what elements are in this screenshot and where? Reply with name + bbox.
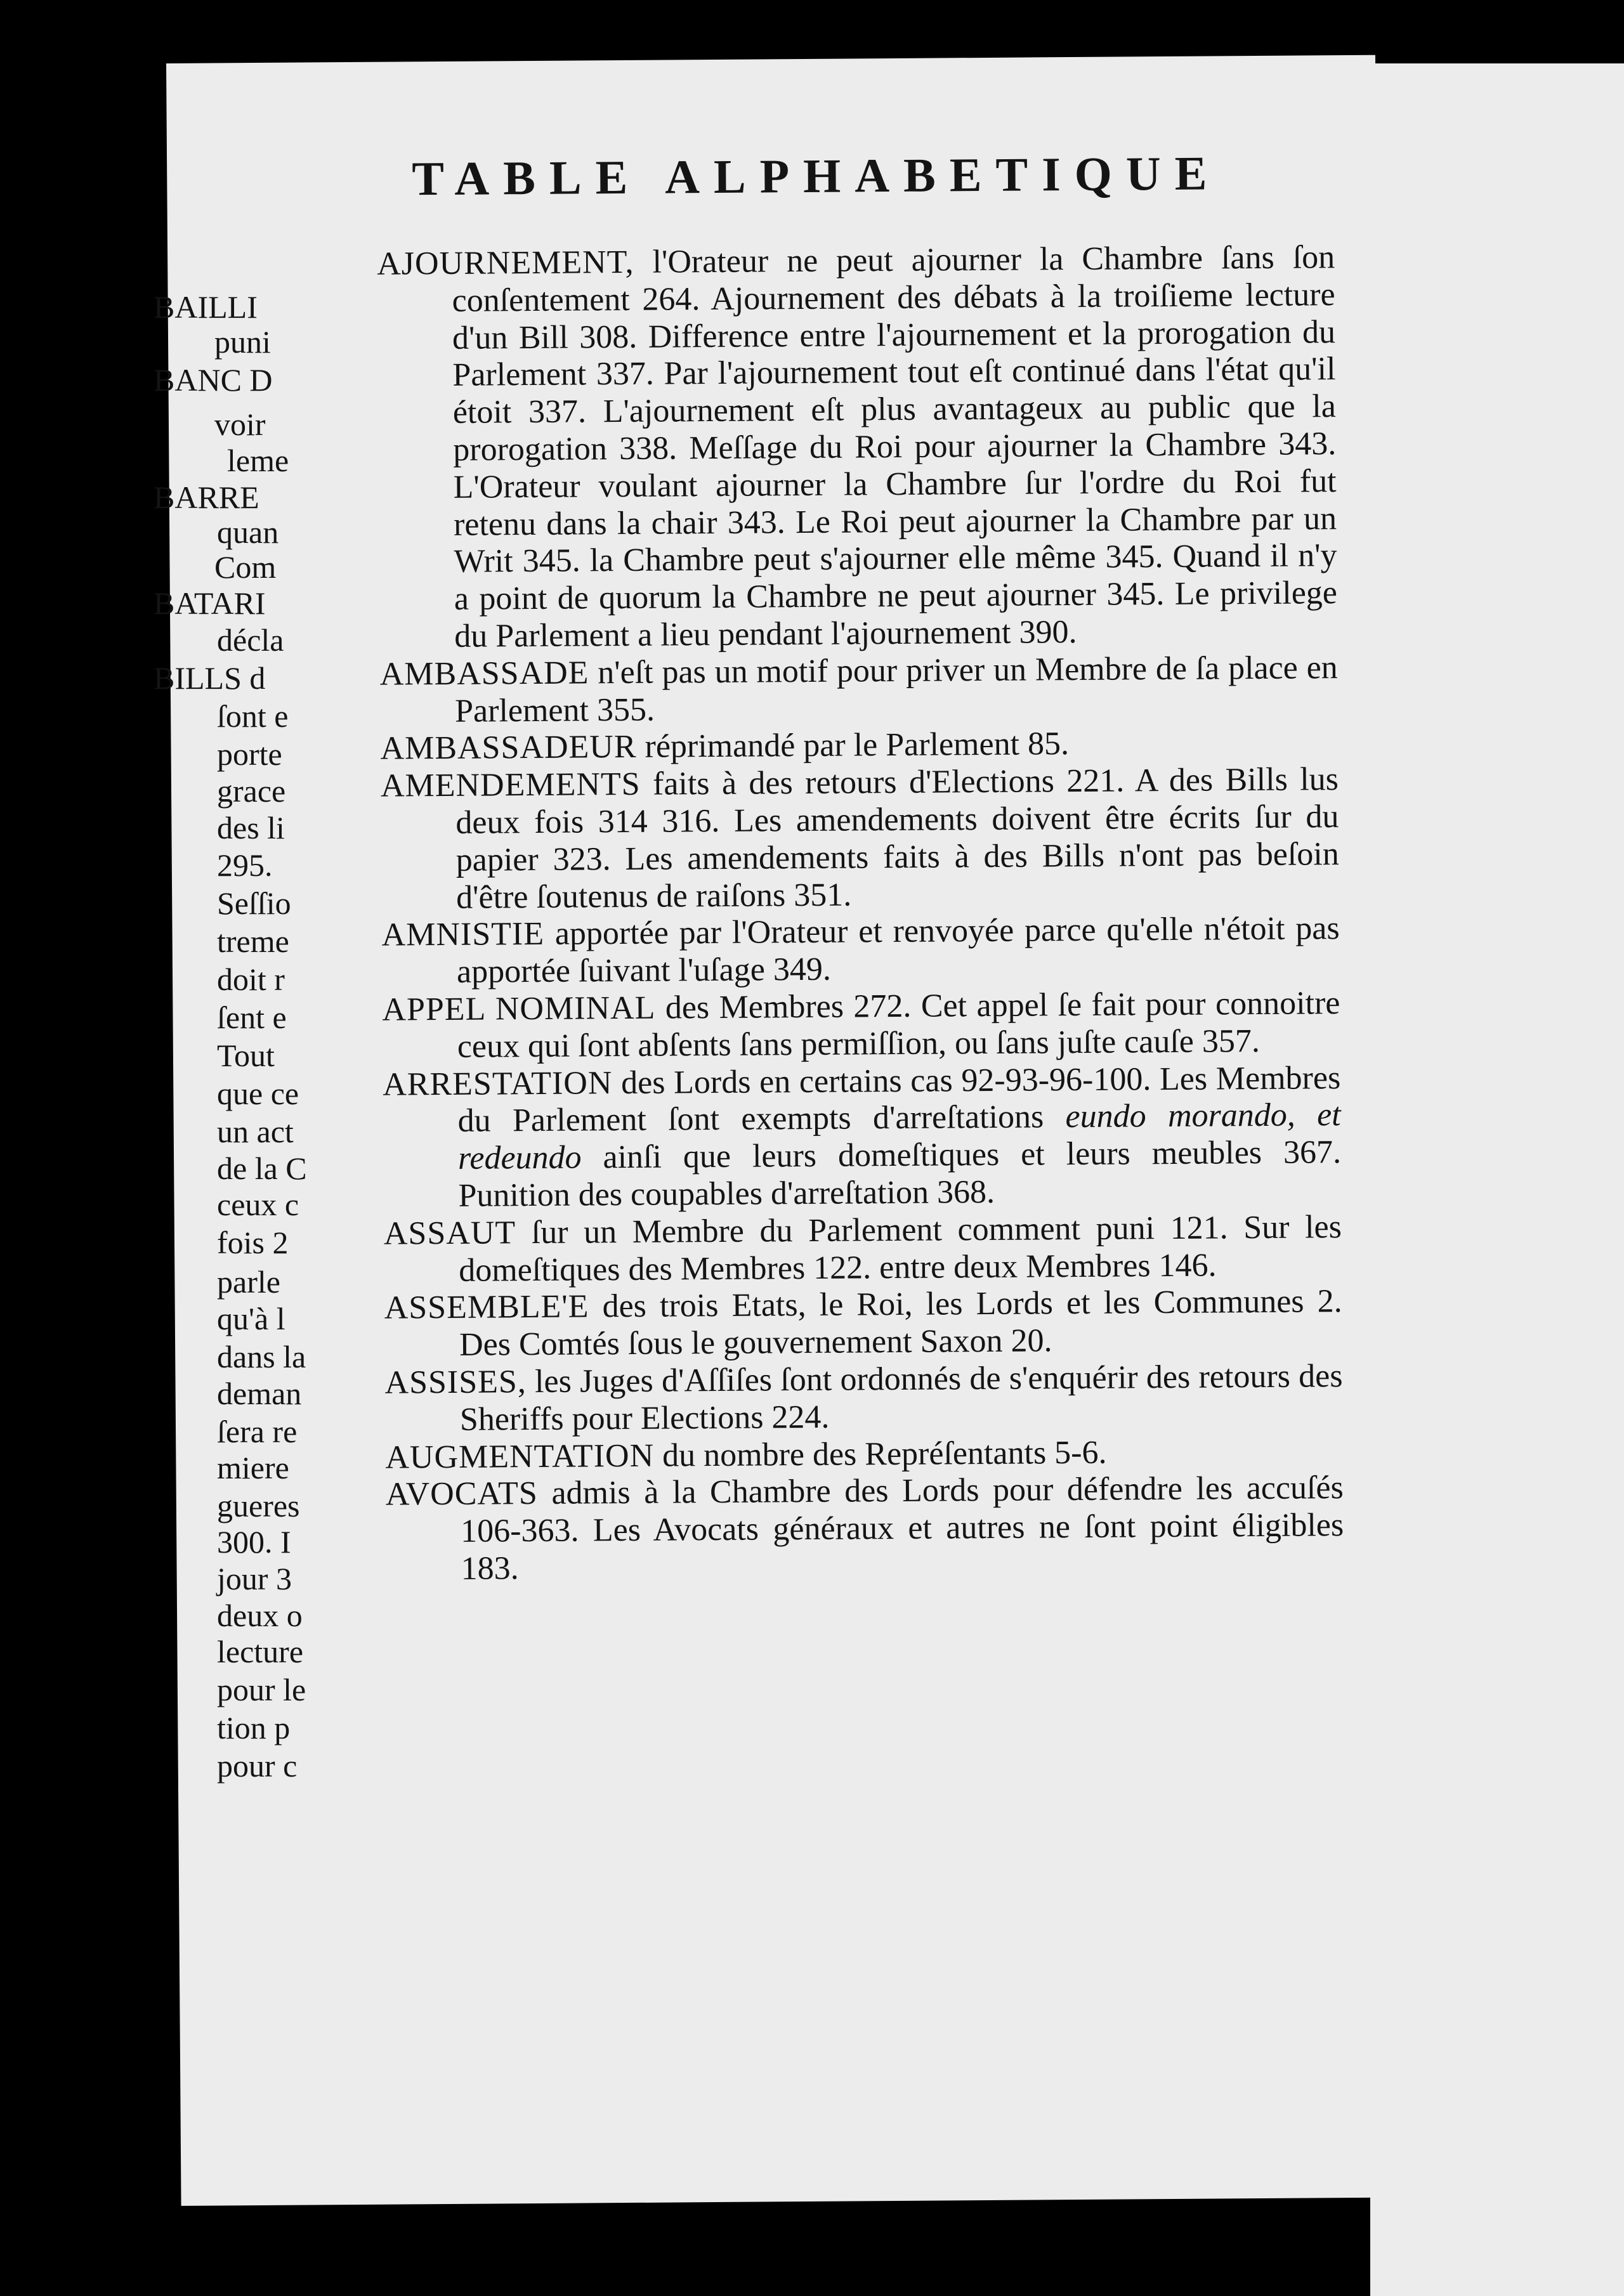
- entry-text: admis à la Chambre des Lords pour défendre les accuſés 106-363. Les Avocats généraux et autres ne ſont point éligibles 183.: [460, 1470, 1344, 1587]
- entry-text: faits à des retours d'Elections 221. A des Bills lus deux fois 314 316. Les amendements doivent être écrits ſur du papier 323. Les amendements faits à des Bills n'ont pas beſoin d'être ſoutenus de raiſons 351.: [455, 761, 1339, 916]
- index-entry: [384, 1209, 1342, 1290]
- right-page-line: 300. I: [217, 1524, 291, 1560]
- entry-heading: AMBASSADEUR: [380, 729, 637, 767]
- entry-heading: AMNISTIE: [381, 916, 545, 954]
- entry-text: les Juges d'Aſſiſes ſont ordonnés de s'enquérir des retours des Sheriffs pour Elections 224.: [459, 1358, 1343, 1438]
- entry-text: des Membres 272. Cet appel ſe fait pour connoitre ceux qui ſont abſents ſans permiſſion, ou ſans juſte cauſe 357.: [457, 985, 1340, 1065]
- right-page-line: pour le: [217, 1672, 306, 1707]
- entry-italic-text: eundo morando, et redeundo: [457, 1097, 1341, 1177]
- right-page-line: tion p: [217, 1710, 291, 1745]
- left-page: [166, 55, 1391, 2206]
- right-page-line: Com: [214, 549, 277, 585]
- right-page-line: voir: [214, 407, 266, 442]
- right-page-line: BILLS d: [154, 660, 266, 696]
- entry-text: des trois Etats, le Roi, les Lords et les Communes 2. Des Comtés ſous le gouvernement Saxon 20.: [459, 1283, 1342, 1363]
- index-entry: [382, 985, 1340, 1066]
- entry-text: n'eſt pas un motif pour priver un Membre de ſa place en Parlement 355.: [454, 649, 1338, 729]
- right-page-line: des li: [217, 810, 285, 845]
- right-page-line: pour c: [217, 1748, 298, 1784]
- right-page-line: ſont e: [217, 698, 289, 734]
- right-page-line: jour 3: [217, 1561, 292, 1596]
- page-title: TABLE ALPHABETIQUE: [411, 147, 1221, 206]
- right-page-line: gueres: [217, 1488, 300, 1523]
- entry-heading: AMENDEMENTS: [380, 766, 641, 804]
- right-page-line: doit r: [217, 962, 285, 997]
- index-entry: [384, 1358, 1343, 1439]
- right-page-line: deux o: [217, 1598, 303, 1633]
- right-page-line: lecture: [217, 1634, 304, 1669]
- right-page-line: Seſſio: [217, 885, 291, 921]
- entry-text: ſur un Membre du Parlement comment puni 121. Sur les domeſtiques des Membres 122. entre deux Membres 146.: [459, 1208, 1342, 1289]
- right-page-line: treme: [217, 923, 289, 959]
- right-page-line: fois 2: [217, 1225, 289, 1260]
- right-page-line: de la C: [217, 1151, 307, 1186]
- entry-text: des Lords en certains cas 92-93-96-100. Les Membres du Parlement ſont exempts d'arreſtations: [457, 1059, 1341, 1140]
- entry-heading: AJOURNEMENT,: [377, 244, 634, 282]
- index-entry: [383, 1060, 1342, 1216]
- right-page-line: ceux c: [217, 1187, 299, 1222]
- entry-text: du nombre des Repréſentants 5-6.: [653, 1434, 1107, 1474]
- right-page-line: qu'à l: [217, 1301, 285, 1336]
- right-page-line: porte: [217, 736, 282, 772]
- right-page-line: ſent e: [217, 1000, 287, 1035]
- entry-heading: APPEL NOMINAL: [382, 989, 656, 1028]
- right-page-line: deman: [217, 1376, 302, 1411]
- index-entry: [385, 1433, 1343, 1477]
- right-page-line: Tout: [217, 1038, 275, 1073]
- index-entry: [377, 239, 1337, 656]
- right-page-line: leme: [227, 443, 289, 478]
- index-entry: [386, 1470, 1344, 1588]
- entry-text: l'Orateur ne peut ajourner la Chambre ſans ſon conſentement 264. Ajournement des débats à la troiſieme lecture d'un Bill 308. Difference entre l'ajournement et la prorogation du Parlement 337. Par l'ajournement tout eſt continué dans l'état qu'il étoit 337. L'ajournement eſt plus avantageux au public que la prorogation 338. Meſſage du Roi pour ajourner la Chambre 343. L'Orateur voulant ajourner la Chambre ſur l'ordre du Roi fut retenu dans la chair 343. Le Roi peut ajourner la Chambre par un Writ 345. la Chambre peut s'ajourner elle même 345. Quand il n'y a point de quorum la Chambre ne peut ajourner 345. Le privilege du Parlement a lieu pendant l'ajournement 390.: [452, 239, 1338, 655]
- entry-heading: AVOCATS: [385, 1475, 539, 1513]
- index-entry: [381, 910, 1340, 991]
- right-page-line: miere: [217, 1450, 289, 1485]
- right-page-line: BANC D: [154, 362, 273, 398]
- index-entries: [377, 239, 1344, 1588]
- entry-heading: ASSEMBLE'E: [384, 1288, 589, 1326]
- entry-heading: AMBASSADE: [379, 655, 589, 693]
- right-page-line: quan: [217, 514, 279, 550]
- right-page-line: ſera re: [217, 1414, 298, 1449]
- right-page-line: un act: [217, 1114, 294, 1149]
- right-page-line: dans la: [217, 1339, 306, 1374]
- entry-text: réprimandé par le Parlement 85.: [636, 726, 1070, 766]
- right-page-line: décla: [217, 622, 284, 658]
- entry-heading: ARRESTATION: [383, 1064, 613, 1103]
- index-entry: [380, 724, 1338, 767]
- entry-heading: AUGMENTATION: [385, 1437, 655, 1476]
- right-page-line: BARRE: [154, 479, 259, 515]
- right-page-line: puni: [214, 324, 271, 360]
- entry-heading: ASSAUT: [383, 1214, 516, 1252]
- right-page-line: BAILLI: [154, 289, 258, 325]
- entry-heading: ASSISES,: [384, 1363, 527, 1401]
- right-page-line: que ce: [217, 1076, 299, 1111]
- right-page-line: 295.: [217, 847, 273, 883]
- right-page-line: parle: [217, 1264, 280, 1300]
- index-entry: [380, 649, 1339, 731]
- right-page-line: BATARI: [154, 585, 266, 621]
- index-entry: [381, 761, 1340, 917]
- right-page-line: grace: [217, 773, 286, 809]
- entry-text-continued: ainſi que leurs domeſtiques et leurs meubles 367. Punition des coupables d'arreſtation 368.: [458, 1134, 1342, 1214]
- entry-text: apportée par l'Orateur et renvoyée parce qu'elle n'étoit pas apportée ſuivant l'uſage 349.: [456, 910, 1340, 990]
- index-entry: [384, 1283, 1343, 1364]
